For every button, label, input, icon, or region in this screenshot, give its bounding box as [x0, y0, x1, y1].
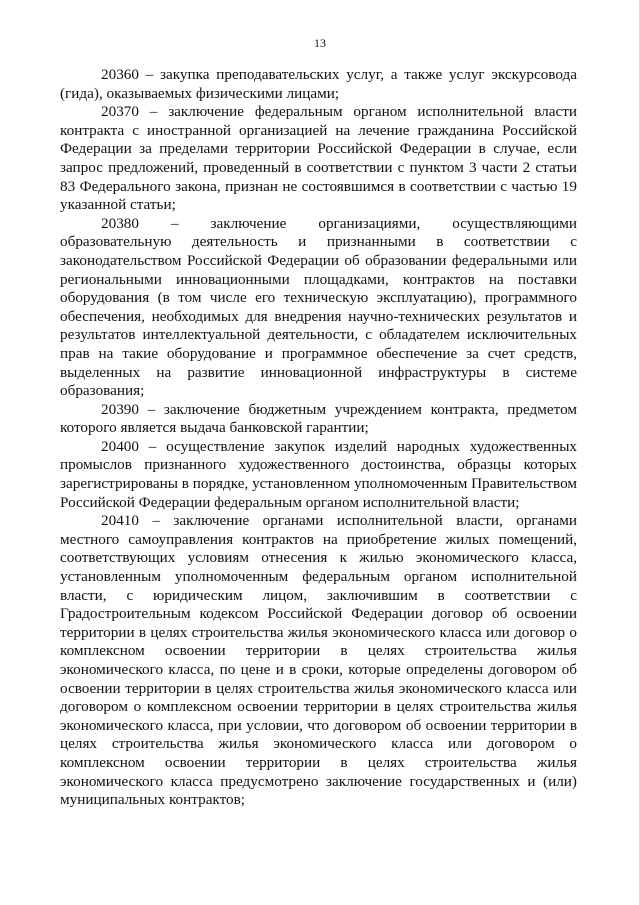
paragraph-20400: 20400 – осуществление закупок изделий народных художественных промыслов признанного художественного достоинства, образцы которых зарегистрированы в порядке, установленном уполномоченным Правительством Российской Федерации федеральным органом исполнительной власти; — [60, 437, 577, 511]
paragraph-20360: 20360 – закупка преподавательских услуг, а также услуг экскурсовода (гида), оказываемых физическими лицами; — [60, 66, 577, 102]
paragraph-20390: 20390 – заключение бюджетным учреждением контракта, предметом которого является выдача банковской гарантии; — [60, 400, 577, 437]
paragraph-20370: 20370 – заключение федеральным органом исполнительной власти контракта с иностранной организацией на лечение гражданина Российской Федерации за пределами территории Российской Федерации в случае, если запрос предложений, проведенный в соответствии с пунктом 3 части 2 статьи 83 Федерального закона, признан не состоявшимся в соответствии с частью 19 указанной статьи; — [60, 103, 577, 214]
page-number: 13 — [314, 36, 326, 50]
paragraph-20410: 20410 – заключение органами исполнительной власти, органами местного самоуправления контрактов на приобретение жилых помещений, соответствующих условиям отнесения к жилью экономического класса, установленным уполномоченным федеральным органом исполнительной власти, с юридическим лицом, заключившим в соответствии с Градостроительным кодексом Российской Федерации договор об освоении территории в целях строительства жилья экономического класса или договор о комплексном освоении территории в целях строительства жилья экономического класса, по цене и в сроки, которые определены договором об освоении территории в целях строительства жилья экономического класса или договором о комплексном освоении территории в целях строительства жилья экономического класса, при условии, что договором об освоении территории в целях строительства жилья экономического класса или договором о комплексном освоении территории в целях строительства жилья экономического класса предусмотрено заключение государственных и (или) муниципальных контрактов; — [60, 512, 577, 809]
paragraph-20380: 20380 – заключение организациями, осуществляющими образовательную деятельность и признанными в соответствии с законодательством Российской Федерации об образовании федеральными или региональными инновационными площадками, контрактов на поставки оборудования (в том числе его техническую эксплуатацию), программного обеспечения, необходимых для внедрения научно-технических результатов и результатов интеллектуальной деятельности, с обладателем исключительных прав на такие оборудование и программное обеспечение за счет средств, выделенных на развитие инновационной инфраструктуры в системе образования; — [60, 214, 577, 400]
document-body — [60, 66, 577, 810]
